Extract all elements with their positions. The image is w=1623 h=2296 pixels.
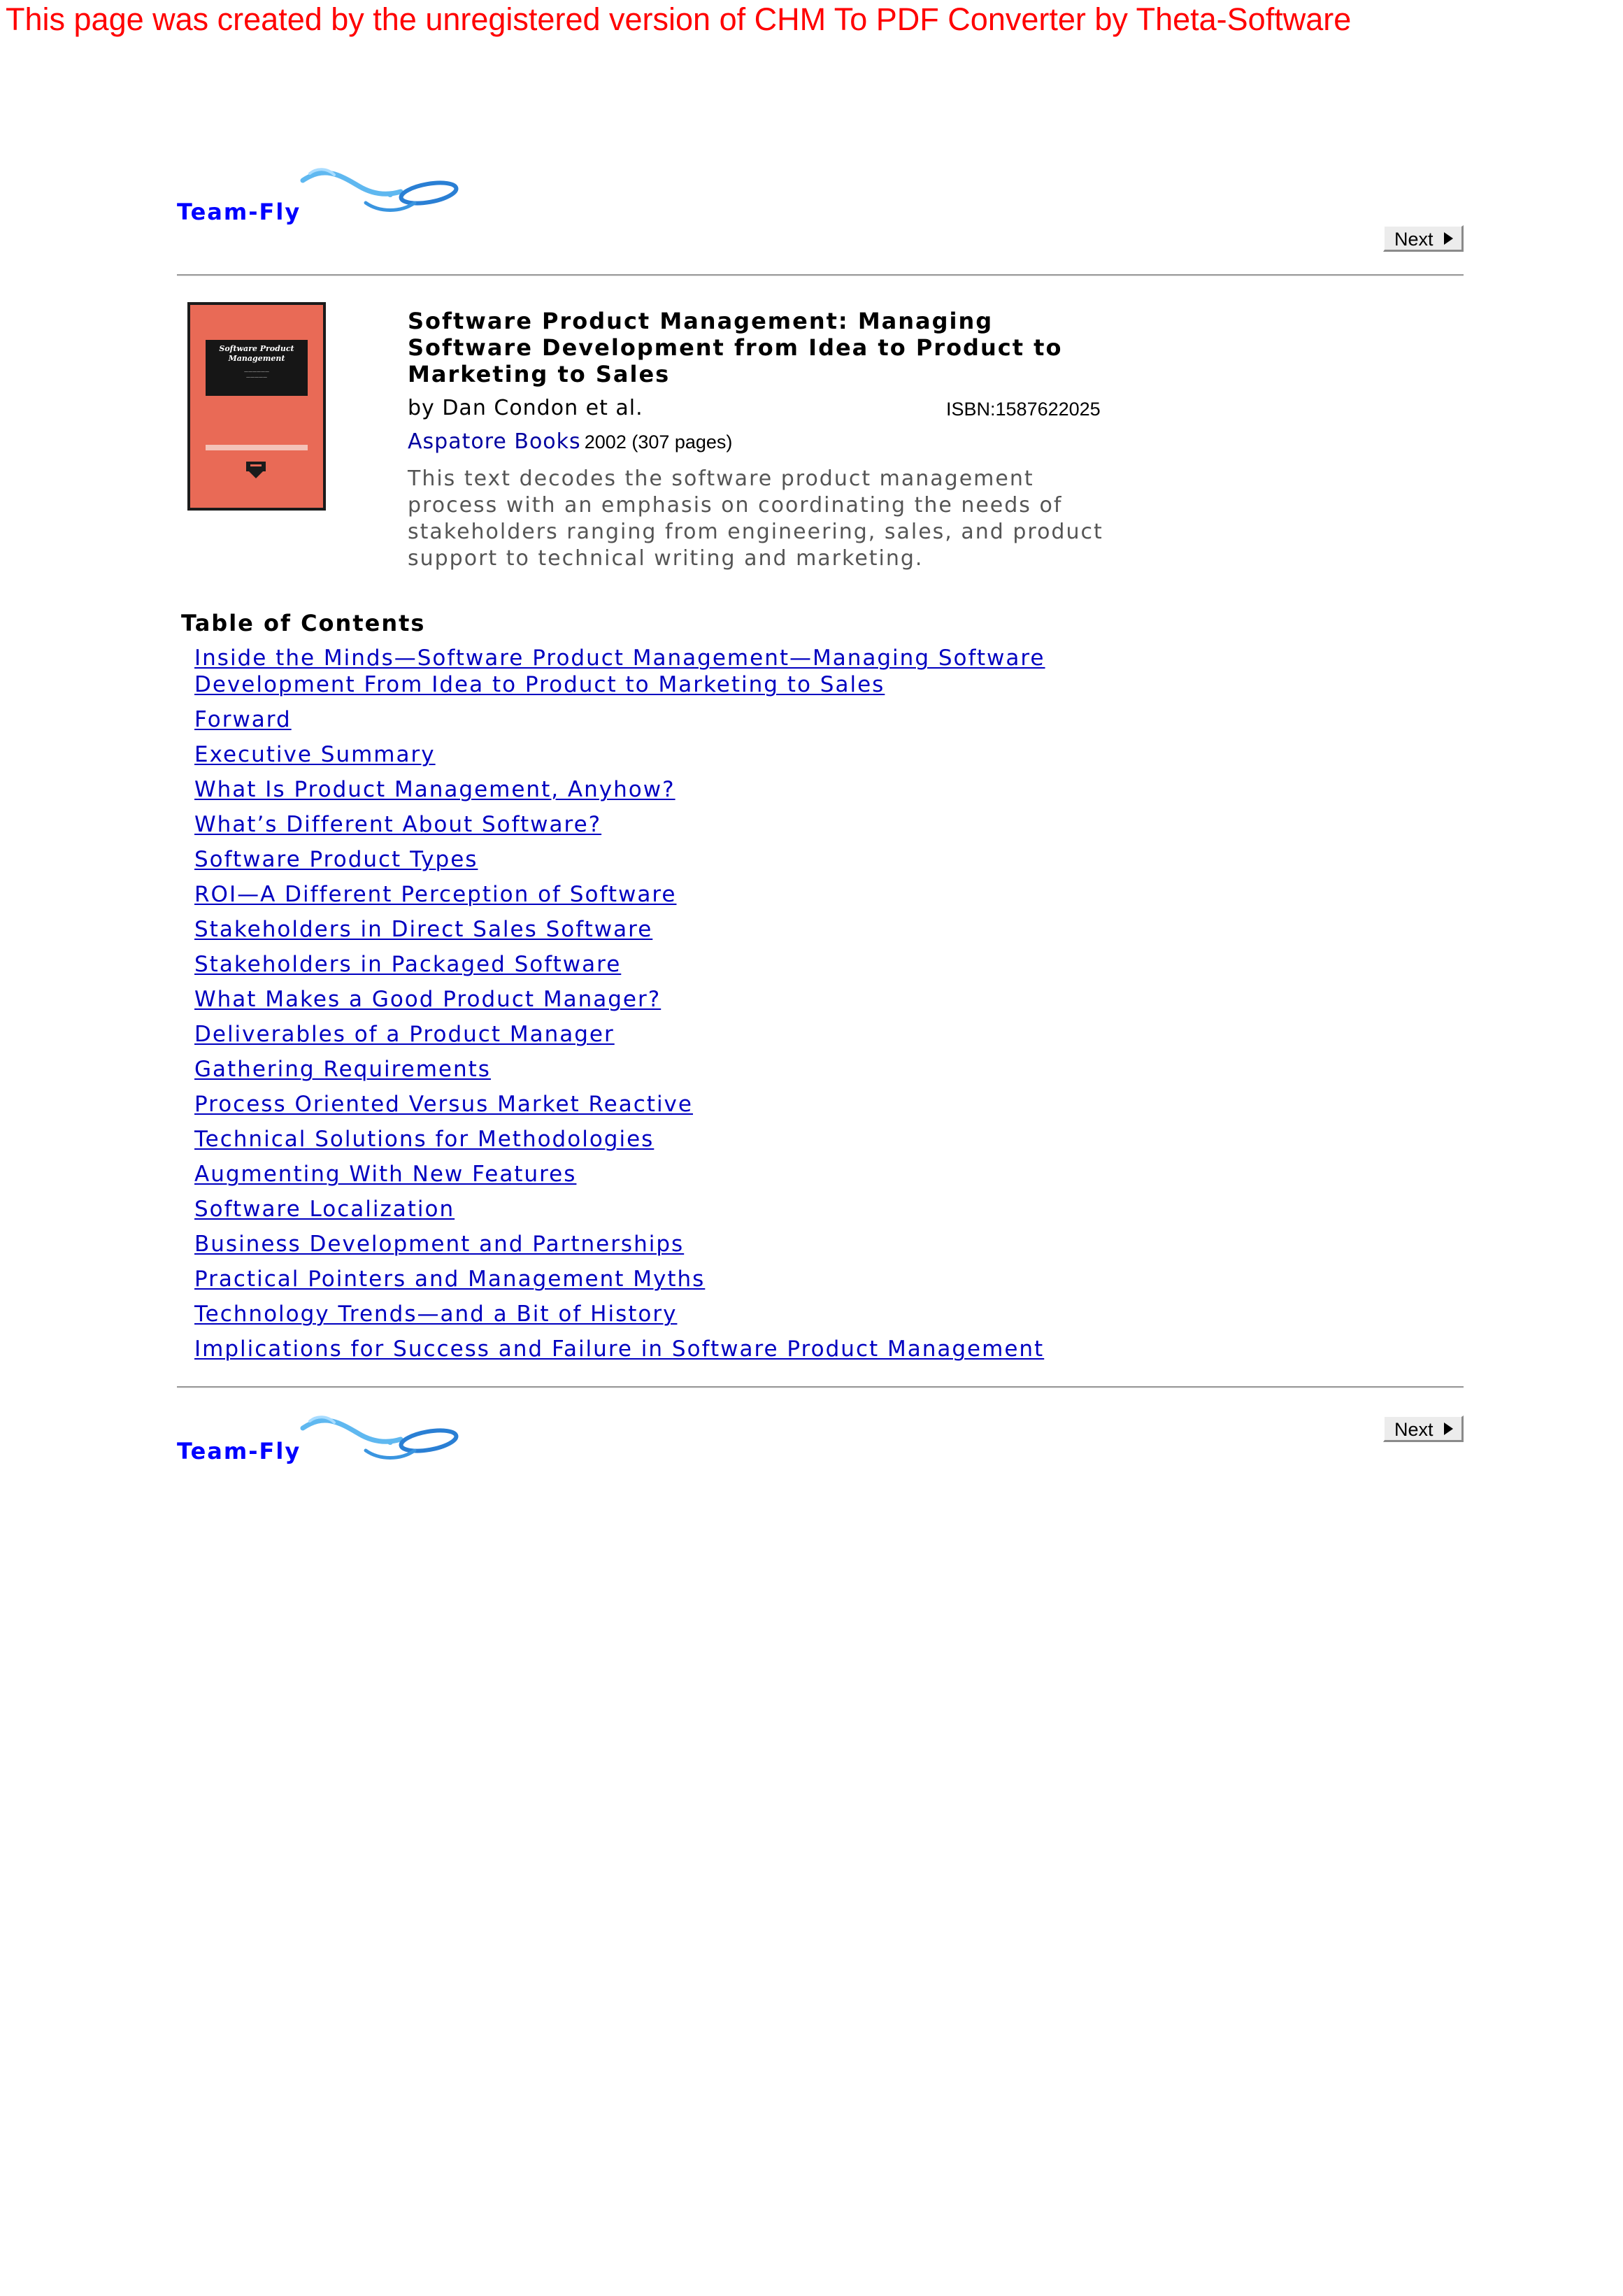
top-nav-bar — [177, 159, 1464, 250]
publisher-row — [408, 429, 1121, 457]
toc-link[interactable]: Gathering Requirements — [194, 1057, 491, 1082]
toc-item — [194, 1196, 1089, 1222]
toc-link[interactable]: Stakeholders in Packaged Software — [194, 952, 622, 977]
book-isbn: ISBN:1587622025 — [946, 399, 1101, 420]
next-arrow-icon — [1444, 1422, 1453, 1435]
toc-link[interactable]: Software Product Types — [194, 847, 478, 872]
toc-link[interactable]: What Makes a Good Product Manager? — [194, 987, 662, 1012]
toc-item — [194, 1021, 1089, 1048]
converter-watermark: This page was created by the unregistered version of CHM To PDF Converter by Theta-Software — [6, 1, 1352, 37]
toc-link[interactable]: Inside the Minds—Software Product Management—Managing Software Development From Idea to Product to Marketing to Sales — [194, 646, 1045, 697]
book-publication-details: 2002 (307 pages) — [584, 432, 733, 452]
toc-item — [194, 1336, 1089, 1362]
toc-item — [194, 741, 1089, 768]
cover-subtitle-lines: —————— ————— — [244, 369, 269, 380]
toc-item — [194, 846, 1089, 873]
next-button-label: Next — [1394, 229, 1433, 250]
book-author: by Dan Condon et al. — [408, 396, 643, 420]
next-button[interactable] — [1383, 1416, 1464, 1442]
toc-item — [194, 811, 1089, 838]
toc-link[interactable]: Implications for Success and Failure in Software Product Management — [194, 1336, 1045, 1362]
toc-link[interactable]: Deliverables of a Product Manager — [194, 1022, 615, 1047]
book-info-panel — [408, 308, 1121, 572]
toc-item — [194, 1126, 1089, 1153]
top-divider — [177, 274, 1464, 276]
toc-heading: Table of Contents — [181, 610, 426, 636]
toc-item — [194, 916, 1089, 943]
toc-link[interactable]: Practical Pointers and Management Myths — [194, 1267, 706, 1292]
next-button[interactable] — [1383, 225, 1464, 252]
teamfly-swoosh-icon — [296, 1407, 464, 1470]
toc-link[interactable]: Augmenting With New Features — [194, 1162, 577, 1187]
toc-item — [194, 951, 1089, 978]
next-arrow-icon — [1444, 232, 1453, 245]
toc-link[interactable]: Software Localization — [194, 1197, 455, 1222]
book-title: Software Product Management: Managing Software Development from Idea to Product to Marketing to Sales — [408, 308, 1063, 387]
toc-link[interactable]: Technology Trends—and a Bit of History — [194, 1302, 678, 1327]
teamfly-label[interactable]: Team-Fly — [177, 199, 301, 225]
toc-item — [194, 776, 1089, 803]
toc-item — [194, 986, 1089, 1013]
toc-link[interactable]: Forward — [194, 707, 292, 732]
bottom-divider — [177, 1386, 1464, 1388]
toc-link[interactable]: Business Development and Partnerships — [194, 1232, 685, 1257]
teamfly-label[interactable]: Team-Fly — [177, 1438, 301, 1464]
cover-author-strip — [206, 445, 308, 450]
toc-item — [194, 645, 1089, 698]
toc-item — [194, 706, 1089, 733]
toc-link[interactable]: Process Oriented Versus Market Reactive — [194, 1092, 693, 1117]
toc-link[interactable]: What Is Product Management, Anyhow? — [194, 777, 675, 802]
toc-link[interactable]: Technical Solutions for Methodologies — [194, 1127, 655, 1152]
book-cover-image — [187, 302, 326, 511]
next-button-label: Next — [1394, 1419, 1433, 1440]
toc-list — [194, 645, 1089, 1371]
toc-item — [194, 1161, 1089, 1188]
toc-link[interactable]: What’s Different About Software? — [194, 812, 602, 837]
publisher-logo-icon — [243, 459, 269, 480]
toc-item — [194, 1266, 1089, 1292]
toc-item — [194, 1231, 1089, 1257]
bottom-nav-bar — [177, 1407, 1464, 1484]
toc-item — [194, 1301, 1089, 1327]
cover-title-text: Software Product Management — [219, 344, 294, 363]
book-publisher-link[interactable]: Aspatore Books — [408, 429, 581, 454]
author-row — [408, 396, 1121, 424]
toc-item — [194, 881, 1089, 908]
toc-link[interactable]: Executive Summary — [194, 742, 436, 767]
toc-link[interactable]: Stakeholders in Direct Sales Software — [194, 917, 653, 942]
cover-title — [206, 340, 308, 396]
book-description: This text decodes the software product management process with an emphasis on coordinating the needs of stakeholders ranging from engineering, sales, and product support to technical writing and marketing. — [408, 466, 1103, 571]
toc-item — [194, 1091, 1089, 1118]
teamfly-swoosh-icon — [296, 159, 464, 222]
toc-item — [194, 1056, 1089, 1083]
toc-link[interactable]: ROI—A Different Perception of Software — [194, 882, 677, 907]
